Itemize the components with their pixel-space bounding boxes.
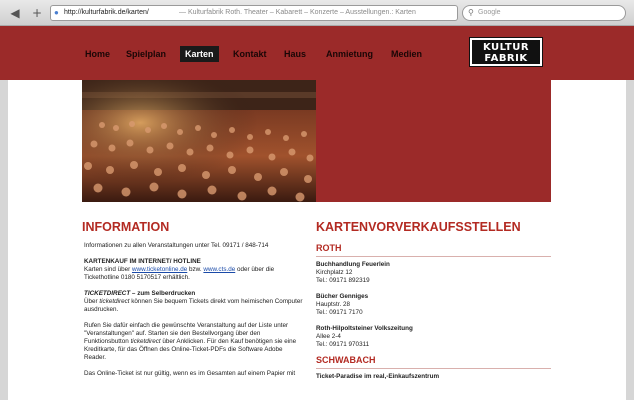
window-border-right <box>626 26 634 400</box>
vorverkauf-heading: KARTENVORVERKAUFSSTELLEN <box>316 220 521 234</box>
outlet-name: Roth-Hilpoltsteiner Volkszeitung <box>316 325 413 332</box>
globe-icon: ● <box>54 8 59 17</box>
outlet-phone: Tel.: 09171 970311 <box>316 341 370 348</box>
audience-image <box>82 80 316 202</box>
address-bar[interactable] <box>50 5 458 21</box>
cts-link[interactable]: www.cts.de <box>203 266 236 273</box>
region-heading-schwabach: SCHWABACH <box>316 354 551 369</box>
logo-line2: FABRIK <box>484 53 528 64</box>
ticketdirect-line2: ausdrucken. <box>84 306 119 313</box>
outlet-name: Bücher Genniges <box>316 293 369 300</box>
instructions-line3: Funktionsbutton ticketdirect über Anklicken. Für den Kauf benötigen sie eine <box>84 338 297 345</box>
search-icon: ⚲ <box>468 8 474 17</box>
info-intro: Informationen zu allen Veranstaltungen unter Tel. 09171 / 848-714 <box>84 242 269 249</box>
ticketdirect-heading: TICKETDIRECT – zum Selberdrucken <box>84 290 196 297</box>
hotline-line2: Tickethotline 0180 5170517 erhältlich. <box>84 274 190 281</box>
hero-red-band <box>316 80 551 202</box>
outlet-street: Hauptstr. 28 <box>316 301 350 308</box>
kulturfabrik-logo[interactable] <box>470 38 542 66</box>
hotline-heading: KARTENKAUF IM INTERNET/ HOTLINE <box>84 258 201 265</box>
search-placeholder: Google <box>478 9 501 16</box>
information-column <box>84 242 310 378</box>
add-bookmark-icon[interactable]: + <box>31 6 43 20</box>
outlet-name: Buchhandlung Feuerlein <box>316 261 390 268</box>
outlet-phone: Tel.: 09171 892319 <box>316 277 370 284</box>
instructions-line2: "Veranstaltungen" auf. Starten sie den Bestellvorgang über den <box>84 330 261 337</box>
outlet-street: Kirchplatz 12 <box>316 269 353 276</box>
ticketdirect-line1: Über ticketdirect können Sie bequem Tickets direkt vom heimischen Computer <box>84 298 303 305</box>
vorverkauf-column <box>316 242 551 381</box>
url-text: http://kulturfabrik.de/karten/ <box>64 9 149 16</box>
validity-line1: Das Online-Ticket ist nur gültig, wenn es im Gesamten auf einem Papier mit <box>84 370 296 377</box>
nav-item-kontakt[interactable]: Kontakt <box>233 49 267 59</box>
page-title-text: — Kulturfabrik Roth. Theater – Kabarett – Konzerte – Ausstellungen.: Karten <box>179 9 416 16</box>
logo-line1: KULTUR <box>482 42 530 53</box>
window-border-left <box>0 26 8 400</box>
hotline-line1: Karten sind über www.ticketonline.de bzw. www.cts.de oder über die <box>84 266 275 273</box>
nav-item-medien[interactable]: Medien <box>391 49 423 59</box>
instructions-line5: Reader. <box>84 354 107 361</box>
outlet-street: Allee 2-4 <box>316 333 341 340</box>
instructions-line4: Kreditkarte, für das Öffnen des Online-Ticket-PDFs die Software Adobe <box>84 346 283 353</box>
search-input[interactable] <box>462 5 626 21</box>
nav-item-anmietung[interactable]: Anmietung <box>326 49 373 59</box>
auditorium-photo <box>82 80 316 202</box>
information-heading: INFORMATION <box>82 220 170 234</box>
outlet-name: Ticket-Paradise im real,-Einkaufszentrum <box>316 373 440 380</box>
outlet-phone: Tel.: 09171 7170 <box>316 309 363 316</box>
region-heading-roth: ROTH <box>316 242 551 257</box>
instructions-line1: Rufen Sie dafür einfach die gewünschte Veranstaltung auf der Liste unter <box>84 322 289 329</box>
ticketonline-link[interactable]: www.ticketonline.de <box>131 266 188 273</box>
browser-toolbar <box>0 0 634 26</box>
nav-item-spielplan[interactable]: Spielplan <box>126 49 167 59</box>
back-icon[interactable]: ◀ <box>10 6 20 20</box>
nav-item-haus[interactable]: Haus <box>284 49 307 59</box>
nav-item-karten[interactable]: Karten <box>180 46 219 62</box>
nav-item-home[interactable]: Home <box>85 49 111 59</box>
